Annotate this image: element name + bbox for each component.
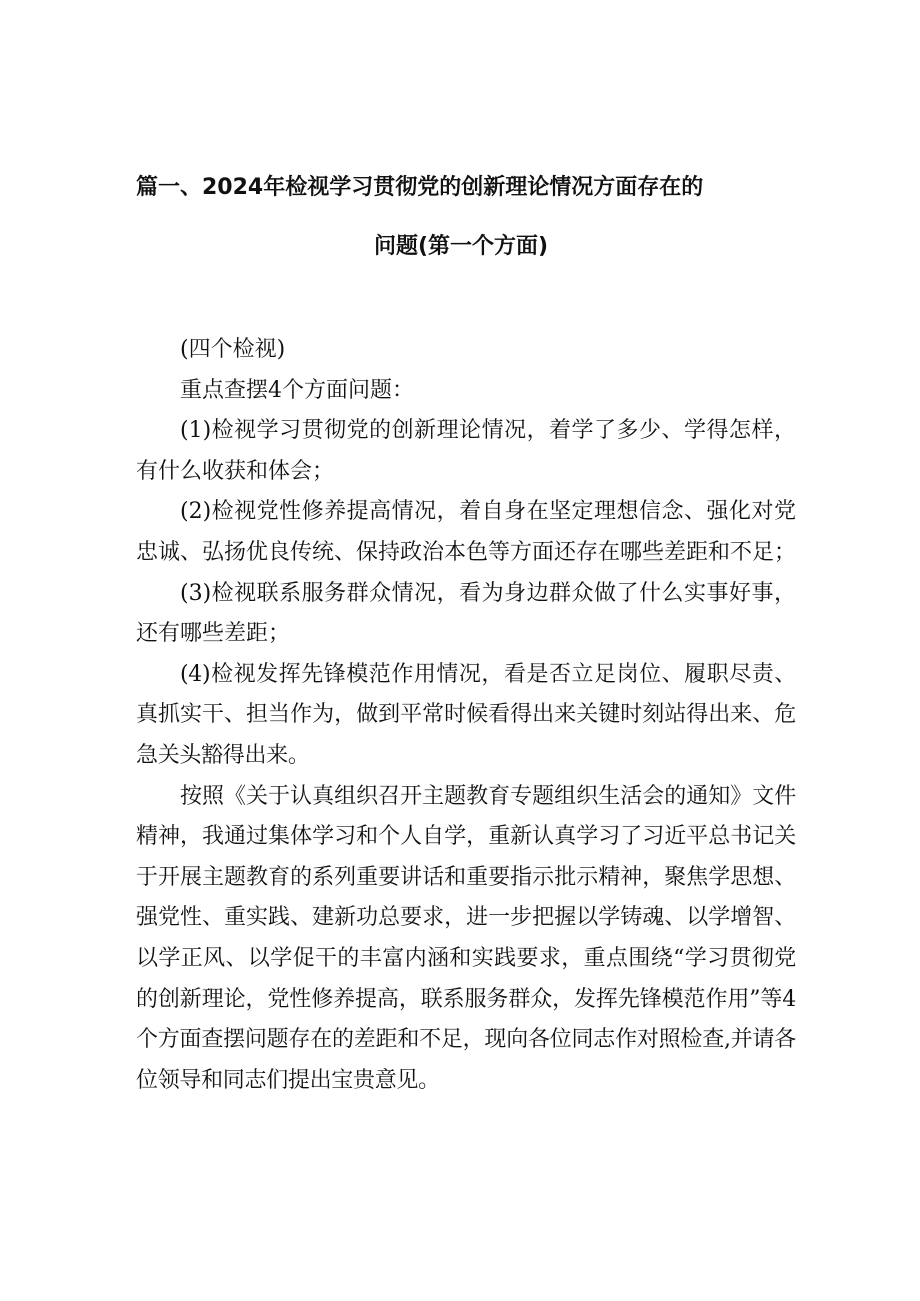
paragraph-item-2: (2)检视党性修养提高情况，着自身在坚定理想信念、强化对党忠诚、弘扬优良传统、保持政治本色等方面还存在哪些差距和不足；	[136, 499, 797, 565]
paragraph-key-issues: 重点查摆4个方面问题：	[180, 377, 414, 403]
paragraph-item-1: (1)检视学习贯彻党的创新理论情况，着学了多少、学得怎样，有什么收获和体会；	[136, 418, 796, 484]
document-title-line-1: 篇一、2024年检视学习贯彻党的创新理论情况方面存在的	[136, 175, 704, 200]
paragraph-item-4: (4)检视发挥先锋模范作用情况，看是否立足岗位、履职尽责、真抓实干、担当作为，做到平常时候看得出来关键时刻站得出来、危急关头豁得出来。	[136, 661, 796, 768]
document-body	[136, 330, 796, 1101]
paragraph-main-text: 按照《关于认真组织召开主题教育专题组织生活会的通知》文件精神，我通过集体学习和个人自学，重新认真学习了习近平总书记关于开展主题教育的系列重要讲话和重要指示批示精神，聚焦学思想、强党性、重实践、建新功总要求，进一步把握以学铸魂、以学增智、以学正风、以学促干的丰富内涵和实践要求，重点围绕“学习贯彻党的创新理论，党性修养提高，联系服务群众，发挥先锋模范作用”等4个方面查摆问题存在的差距和不足，现向各位同志作对照检查,并请各位领导和同志们提出宝贵意见。	[136, 783, 796, 1093]
paragraph-item-3: (3)检视联系服务群众情况，看为身边群众做了什么实事好事，还有哪些差距；	[136, 580, 796, 647]
paragraph-four-reviews: (四个检视)	[180, 337, 286, 362]
document-title-line-2: 问题(第一个方面)	[373, 234, 549, 259]
